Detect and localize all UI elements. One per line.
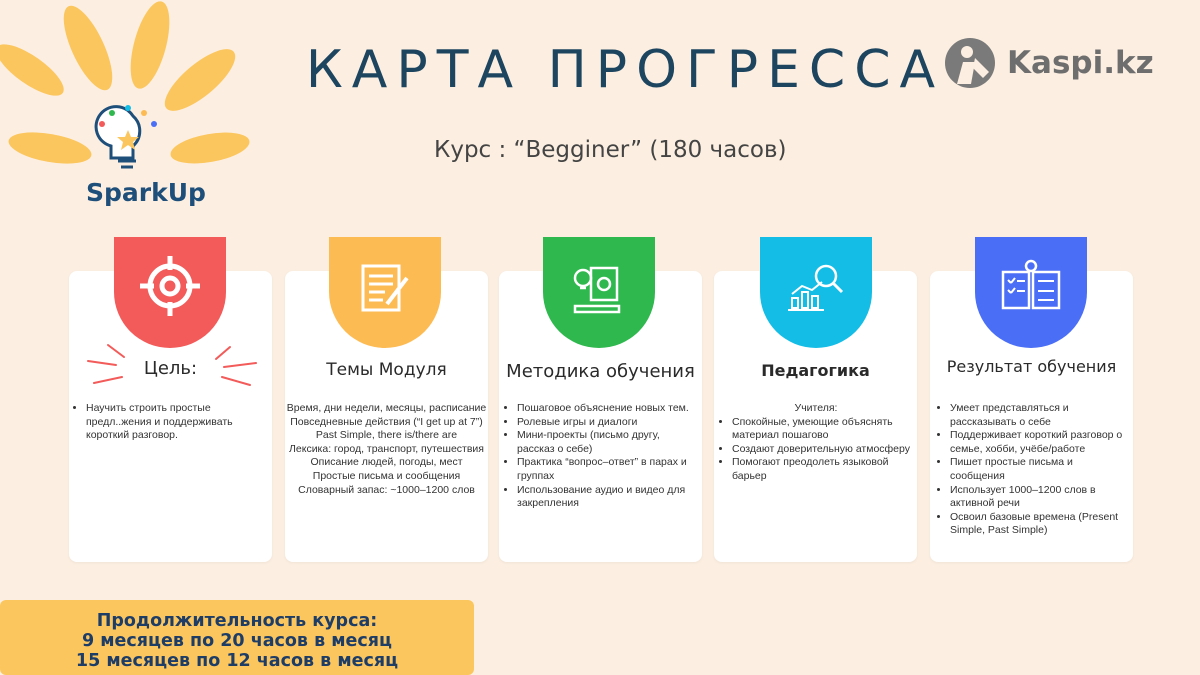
list-item: • Пошаговое объяснение новых тем.: [517, 402, 699, 416]
duration-line-2: 15 месяцев по 12 часов в месяц: [75, 651, 399, 671]
card-result-tab: [975, 237, 1087, 348]
card-result-heading: Результат обучения: [946, 357, 1117, 376]
target-icon: [138, 254, 202, 318]
card-topics-heading: Темы Модуля: [326, 360, 447, 380]
list-item: • Поддерживает короткий разговор о семье, хобби, учёбе/работе: [950, 429, 1130, 456]
list-item: Повседневные действия (“I get up at 7”): [290, 415, 483, 428]
card-method-tab: [543, 237, 655, 348]
list-item: • Использование аудио и видео для закрепления: [517, 484, 699, 511]
course-duration-box: [0, 600, 474, 675]
list-item: Словарный запас: ~1000–1200 слов: [298, 483, 475, 496]
document-pen-icon: [355, 258, 415, 318]
sparkup-logo: [0, 0, 260, 215]
duration-line-1: 9 месяцев по 20 часов в месяц: [81, 631, 393, 651]
list-item: • Использует 1000–1200 слов в активной речи: [950, 484, 1130, 511]
list-item: • Умеет представляться и рассказывать о себе: [950, 402, 1130, 429]
list-item: • Пишет простые письма и сообщения: [950, 456, 1130, 483]
list-item: • Мини-проекты (письмо другу, рассказ о себе): [517, 429, 699, 456]
page-title: КАРТА ПРОГРЕССА: [305, 40, 945, 100]
card-method-heading: Методика обучения: [506, 361, 695, 382]
card-topics-text: [285, 402, 488, 497]
kaspi-icon: [945, 38, 995, 88]
kaspi-text: Kaspi.kz: [1007, 45, 1154, 81]
sparkup-text: SparkUp: [86, 178, 206, 207]
list-item: • Практика “вопрос–ответ” в парах и группах: [517, 456, 699, 483]
course-subtitle: Курс : “Begginer” (180 часов): [434, 137, 787, 163]
card-pedagogy-heading: Педагогика: [761, 361, 870, 380]
card-topics-tab: [329, 237, 441, 348]
list-item: Время, дни недели, месяцы, расписание: [286, 402, 487, 414]
list-item: Простые письма и сообщения: [312, 469, 461, 482]
card-goal-text: [72, 402, 272, 443]
duration-title: Продолжительность курса:: [96, 611, 378, 631]
list-item: Лексика: город, транспорт, путешествия: [289, 442, 484, 455]
card-goal-tab: [114, 237, 226, 348]
list-item: Past Simple, there is/there are: [315, 429, 458, 442]
list-item: Описание людей, погоды, мест: [310, 456, 463, 469]
card-pedagogy-tab: [760, 237, 872, 348]
card-pedagogy-text: [718, 402, 914, 484]
teachers-label: Учителя:: [794, 402, 838, 414]
list-item: • Спокойные, умеющие объяснять материал пошагово: [732, 416, 914, 443]
list-item: • Научить строить простые предл..жения и поддерживать короткий разговор.: [86, 402, 272, 443]
kaspi-logo: [945, 38, 1154, 88]
checklist-book-icon: [999, 258, 1063, 318]
lightbulb-icon: [96, 105, 157, 167]
card-method-text: [503, 402, 699, 511]
card-result-text: [936, 402, 1130, 538]
list-item: • Помогают преодолеть языковой барьер: [732, 456, 914, 483]
list-item: • Ролевые игры и диалоги: [517, 416, 699, 430]
list-item: • Создают доверительную атмосферу: [732, 443, 914, 457]
card-goal-heading: Цель:: [143, 358, 198, 379]
list-item: • Освоил базовые времена (Present Simple, Past Simple): [950, 511, 1130, 538]
idea-gear-book-icon: [569, 258, 629, 318]
chart-magnifier-icon: [784, 258, 848, 318]
